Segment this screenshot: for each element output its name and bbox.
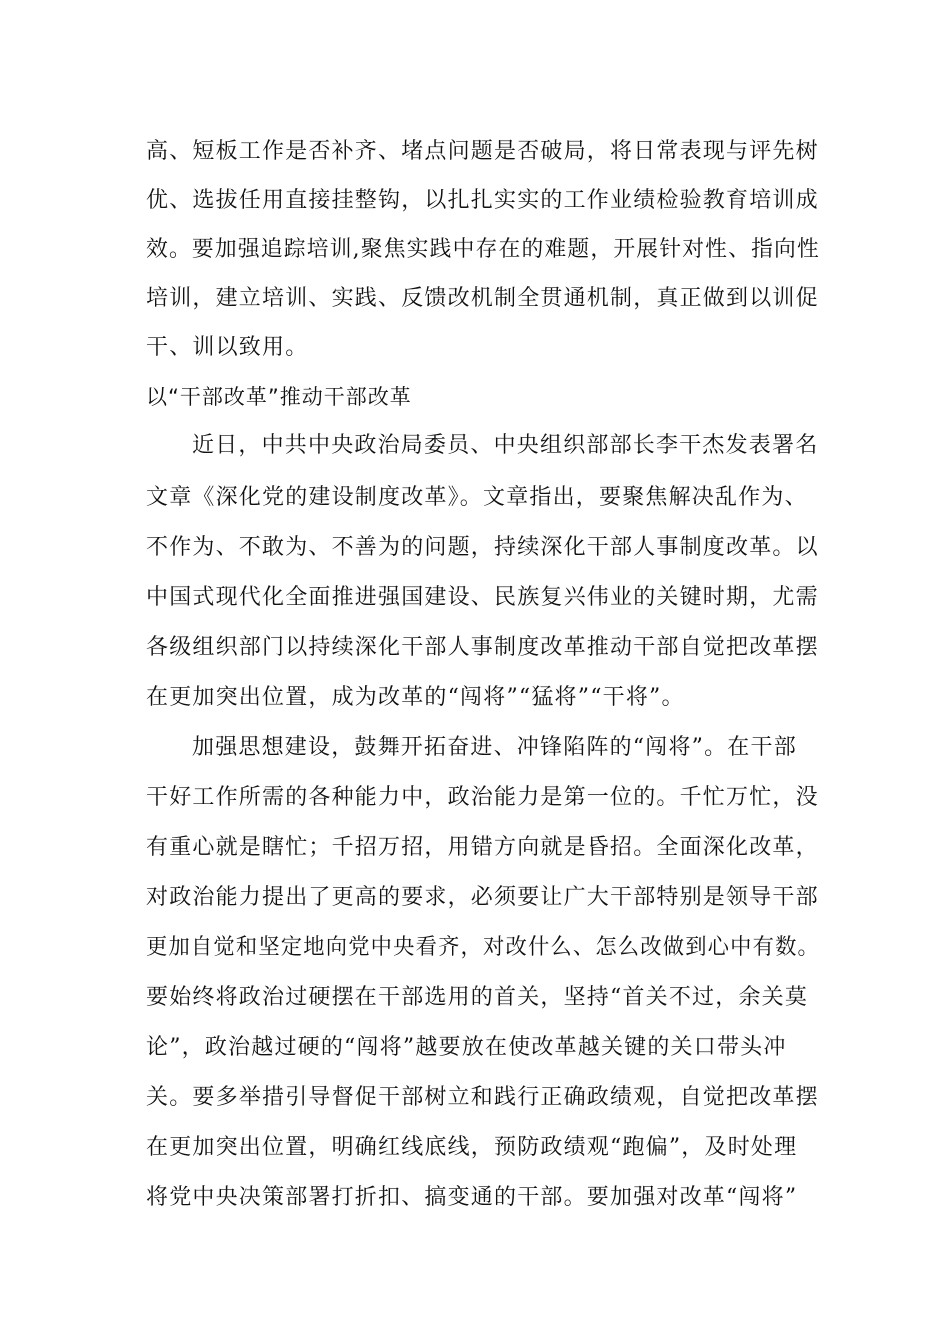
text-line: 中国式现代化全面推进强国建设、民族复兴伟业的关键时期，尤需 [146,585,819,610]
text-line: 要始终将政治过硬摆在干部选用的首关，坚持“首关不过，余关莫 [146,985,809,1010]
text-line: 不作为、不敢为、不善为的问题，持续深化干部人事制度改革。以 [146,535,819,560]
text-line: 干好工作所需的各种能力中，政治能力是第一位的。千忙万忙，没 [146,785,819,810]
text-line: 高、短板工作是否补齐、堵点问题是否破局，将日常表现与评先树 [146,139,819,164]
text-line: 各级组织部门以持续深化干部人事制度改革推动干部自觉把改革摆 [146,635,819,660]
text-line: 近日，中共中央政治局委员、中央组织部部长李干杰发表署名 [192,433,819,458]
text-line: 文章《深化党的建设制度改革》。文章指出，要聚焦解决乱作为、 [146,485,808,510]
text-line: 将党中央决策部署打折扣、搞变通的干部。要加强对改革“闯将” [146,1185,798,1210]
text-line: 对政治能力提出了更高的要求，必须要让广大干部特别是领导干部 [146,885,819,910]
text-line: 更加自觉和坚定地向党中央看齐，对改什么、怎么改做到心中有数。 [146,935,821,960]
text-line: 论”，政治越过硬的“闯将”越要放在使改革越关键的关口带头冲 [146,1035,787,1060]
text-line: 优、选拔任用直接挂整钩，以扎扎实实的工作业绩检验教育培训成 [146,188,819,213]
text-line: 培训，建立培训、实践、反馈改机制全贯通机制，真正做到以训促 [146,286,819,311]
text-line: 效。要加强追踪培训,聚焦实践中存在的难题，开展针对性、指向性 [146,237,820,262]
text-line: 有重心就是瞎忙；千招万招，用错方向就是昏招。全面深化改革， [146,835,819,860]
text-line: 在更加突出位置，明确红线底线，预防政绩观“跑偏”，及时处理 [146,1135,798,1160]
section-heading: 以“干部改革”推动干部改革 [146,385,412,409]
text-line: 加强思想建设，鼓舞开拓奋进、冲锋陷阵的“闯将”。在干部 [192,735,797,760]
text-line: 在更加突出位置，成为改革的“闯将”“猛将”“干将”。 [146,685,685,710]
text-line: 干、训以致用。 [146,335,309,360]
text-line: 关。要多举措引导督促干部树立和践行正确政绩观，自觉把改革摆 [146,1085,819,1110]
